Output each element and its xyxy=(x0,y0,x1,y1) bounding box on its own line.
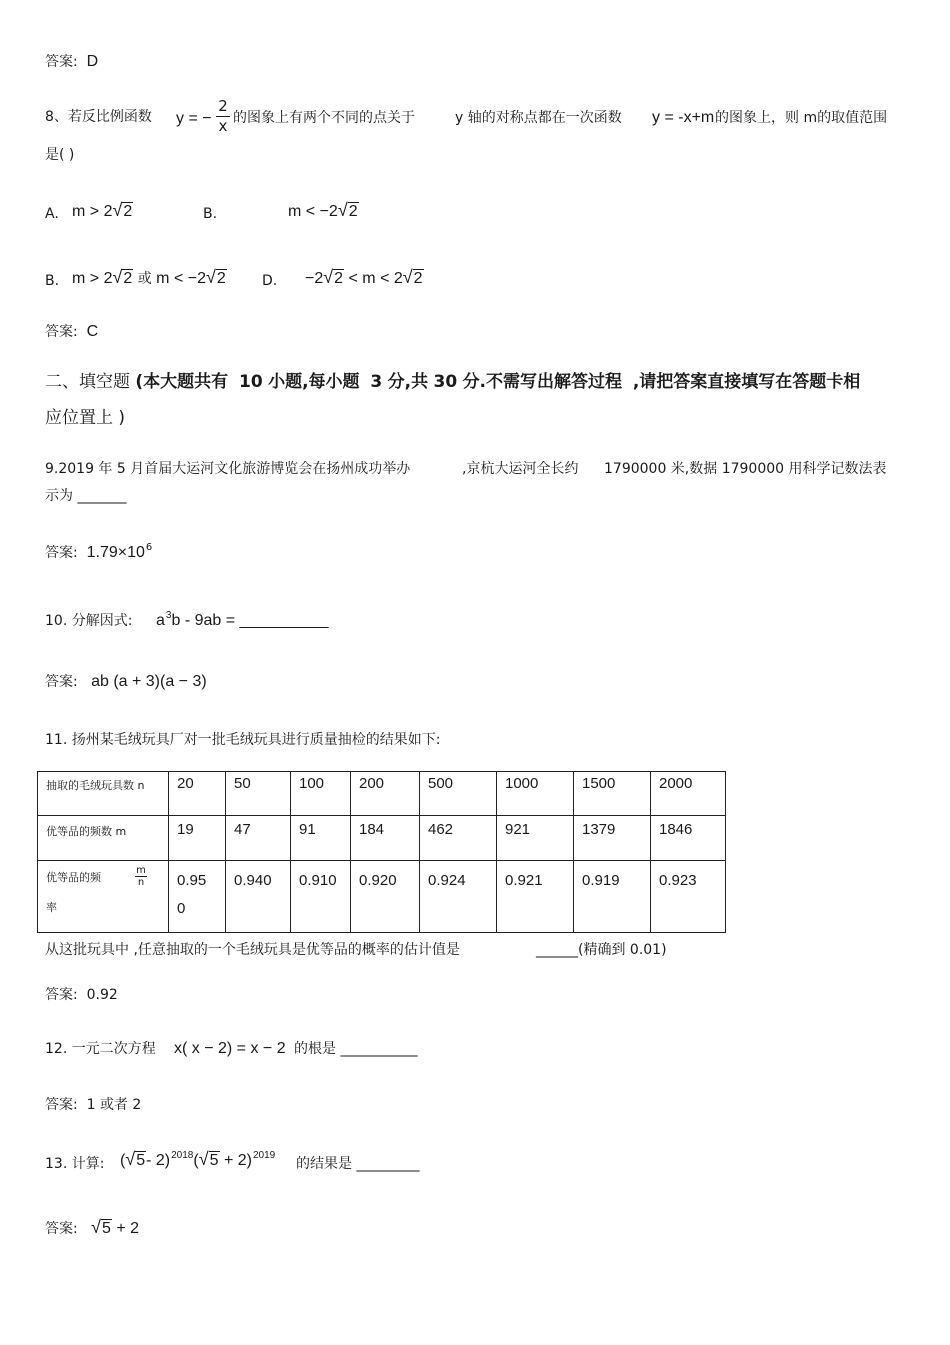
answer-value: 0.92 xyxy=(86,987,118,1003)
q8-fraction xyxy=(216,98,230,135)
q10-text: 10. 分解因式: xyxy=(45,613,133,629)
table-row xyxy=(38,816,726,861)
heading-part: 30 xyxy=(433,372,458,392)
q8-text3: 的图象上，则 m的取值范围 xyxy=(715,110,888,126)
answer-exponent: 6 xyxy=(145,542,153,553)
q9-answer xyxy=(45,544,152,564)
table-cell: 921 xyxy=(497,816,574,861)
q13-answer xyxy=(45,1218,139,1238)
paren-open: ( xyxy=(193,1152,199,1169)
table-cell: 0.919 xyxy=(574,861,651,933)
table-cell: 2000 xyxy=(651,772,726,816)
answer-label: 答案: xyxy=(45,54,78,70)
option-d-m1: −2 xyxy=(305,270,324,287)
fraction-denominator: n xyxy=(137,877,145,888)
exponent: 2018 xyxy=(171,1150,194,1161)
answer-value: 1 或者 2 xyxy=(86,1097,142,1113)
expr-exponent: 3 xyxy=(165,610,172,621)
option-a-expr xyxy=(72,201,133,221)
q13-text2: 的结果是 _________ xyxy=(296,1156,420,1172)
table-cell: 91 xyxy=(291,816,351,861)
paren-open: ( xyxy=(120,1152,126,1169)
q8-func2: y = -x+m xyxy=(652,109,715,126)
table-row-header: 优等品的频数 m xyxy=(38,816,169,861)
q8-function-lhs: y = − xyxy=(176,110,212,127)
q12-text: 12. 一元二次方程 xyxy=(45,1041,156,1057)
answer-value: ab (a + 3)(a − 3) xyxy=(91,673,207,690)
answer-label: 答案: xyxy=(45,1221,78,1237)
sqrt-symbol: √5 xyxy=(198,1149,219,1169)
answer-label: 答案: xyxy=(45,1097,78,1113)
answer-label: 答案: xyxy=(45,324,78,340)
q13-expression xyxy=(120,1150,275,1172)
table-cell: 184 xyxy=(351,816,420,861)
q12-answer xyxy=(45,1096,141,1114)
heading-title: 二、填空题 xyxy=(45,372,130,392)
option-b2-label: B. xyxy=(45,273,60,289)
q8-number: 8、若反比例函数 xyxy=(45,109,152,125)
sqrt-arg: 2 xyxy=(123,270,133,287)
row-label-fraction xyxy=(135,865,147,888)
q9-line2: 示为 _______ xyxy=(45,488,127,504)
sqrt-symbol: √2 xyxy=(337,200,358,220)
table-cell: 462 xyxy=(420,816,497,861)
q8-answer xyxy=(45,323,98,341)
answer-label: 答案: xyxy=(45,987,78,1003)
q11-text: 11. 扬州某毛绒玩具厂对一批毛绒玩具进行质量抽检的结果如下: xyxy=(45,732,441,748)
q9-line1b: ,京杭大运河全长约 xyxy=(462,461,579,477)
option-a-m: m > 2 xyxy=(72,203,113,220)
table-cell: 1846 xyxy=(651,816,726,861)
table-cell: 0.920 xyxy=(351,861,420,933)
option-d-expr xyxy=(305,268,424,288)
fraction-numerator: m xyxy=(136,865,146,876)
sqrt-symbol: √2 xyxy=(112,200,133,220)
table-cell: 0.95 0 xyxy=(169,861,226,933)
option-b1-expr xyxy=(288,201,359,221)
option-d-m2: < m < 2 xyxy=(348,270,403,287)
table-row-header xyxy=(38,861,169,933)
sqrt-arg: 5 xyxy=(136,1152,146,1169)
heading-part: 分,共 xyxy=(387,372,429,392)
sqrt-symbol: √2 xyxy=(402,267,423,287)
option-b2-expr xyxy=(72,268,227,288)
option-b1-m: m < −2 xyxy=(288,203,338,220)
sqrt-arg: 2 xyxy=(216,270,226,287)
paren-rest: + 2) xyxy=(223,1152,252,1169)
q7-answer xyxy=(45,53,98,71)
q9-line1c: 1790000 米,数据 1790000 用科学记数法表 xyxy=(604,461,887,477)
answer-label: 答案: xyxy=(45,545,78,561)
exponent: 2019 xyxy=(252,1150,276,1161)
table-cell: 100 xyxy=(291,772,351,816)
heading-part: (本大题共有 xyxy=(135,372,229,392)
paren-rest: - 2) xyxy=(146,1152,171,1169)
section-heading xyxy=(45,365,905,399)
option-b2-m2: m < −2 xyxy=(156,270,206,287)
option-a-label: A. xyxy=(45,206,59,222)
q10-expression xyxy=(156,612,329,632)
table-cell: 20 xyxy=(169,772,226,816)
row-label-b: 率 xyxy=(46,901,57,914)
section-heading-line2: 应位置上 ) xyxy=(45,408,126,428)
q11-answer xyxy=(45,986,118,1004)
expr-a: a xyxy=(156,612,165,629)
sqrt-symbol: √5 xyxy=(91,1217,111,1237)
fraction-denominator: x xyxy=(218,117,228,135)
table-cell: 500 xyxy=(420,772,497,816)
q11-followup-a: 从这批玩具中 ,任意抽取的一个毛绒玩具是优等品的概率的估计值是 xyxy=(45,942,460,958)
sqrt-symbol: √2 xyxy=(323,267,344,287)
table-cell: 0.921 xyxy=(497,861,574,933)
table-cell: 1000 xyxy=(497,772,574,816)
q8-text1: 的图象上有两个不同的点关于 xyxy=(233,110,415,126)
sqrt-arg: 2 xyxy=(123,203,133,220)
table-row xyxy=(38,861,726,933)
heading-part: 10 xyxy=(239,372,263,392)
answer-label: 答案: xyxy=(45,674,78,690)
heading-part: ,请把答案直接填写在答题卡相 xyxy=(632,372,861,392)
answer-tail: + 2 xyxy=(116,1220,140,1237)
table-cell: 47 xyxy=(226,816,291,861)
row-label-a: 优等品的频 xyxy=(46,871,101,884)
heading-part: 3 xyxy=(370,372,383,392)
table-cell: 0.924 xyxy=(420,861,497,933)
heading-part: 分.不需写出解答过程 xyxy=(462,372,623,392)
table-row-header: 抽取的毛绒玩具数 n xyxy=(38,772,169,816)
sqrt-symbol: √2 xyxy=(205,267,226,287)
q9-line1a: 9.2019 年 5 月首届大运河文化旅游博览会在扬州成功举办 xyxy=(45,461,411,477)
table-row xyxy=(38,772,726,816)
q13-text: 13. 计算: xyxy=(45,1156,105,1172)
table-cell: 0.923 xyxy=(651,861,726,933)
table-cell: 0.940 xyxy=(226,861,291,933)
expr-rest: b - 9ab = __________ xyxy=(171,612,329,629)
q12-text2: 的根是 ___________ xyxy=(294,1041,418,1057)
sqrt-symbol: √5 xyxy=(125,1149,146,1169)
table-cell: 0.910 xyxy=(291,861,351,933)
sqrt-arg: 5 xyxy=(101,1220,111,1237)
fraction-numerator: 2 xyxy=(218,97,228,115)
heading-part: ,每小题 xyxy=(302,372,360,392)
q12-expression: x( x − 2) = x − 2 xyxy=(174,1040,286,1057)
sqrt-arg: 2 xyxy=(334,270,344,287)
option-b1-label: B. xyxy=(203,206,218,222)
sqrt-symbol: √2 xyxy=(112,267,133,287)
table-cell: 19 xyxy=(169,816,226,861)
sqrt-arg: 5 xyxy=(209,1152,219,1169)
q11-followup-b: ______(精确到 0.01) xyxy=(536,942,667,958)
sqrt-arg: 2 xyxy=(413,270,423,287)
option-b2-or: 或 xyxy=(137,271,152,287)
answer-value: D xyxy=(86,53,99,70)
table-cell: 200 xyxy=(351,772,420,816)
sqrt-arg: 2 xyxy=(348,203,358,220)
table-cell: 1500 xyxy=(574,772,651,816)
heading-part: 小题 xyxy=(268,372,303,392)
option-b2-m1: m > 2 xyxy=(72,270,113,287)
answer-value: C xyxy=(86,323,99,340)
option-d-label: D. xyxy=(262,273,278,289)
table-cell: 1379 xyxy=(574,816,651,861)
quality-table xyxy=(37,771,726,933)
q8-text4: 是( ) xyxy=(45,147,75,163)
q10-answer xyxy=(45,673,207,691)
answer-base: 1.79×10 xyxy=(86,544,145,561)
table-cell: 50 xyxy=(226,772,291,816)
q8-text2: y 轴的对称点都在一次函数 xyxy=(455,110,622,126)
